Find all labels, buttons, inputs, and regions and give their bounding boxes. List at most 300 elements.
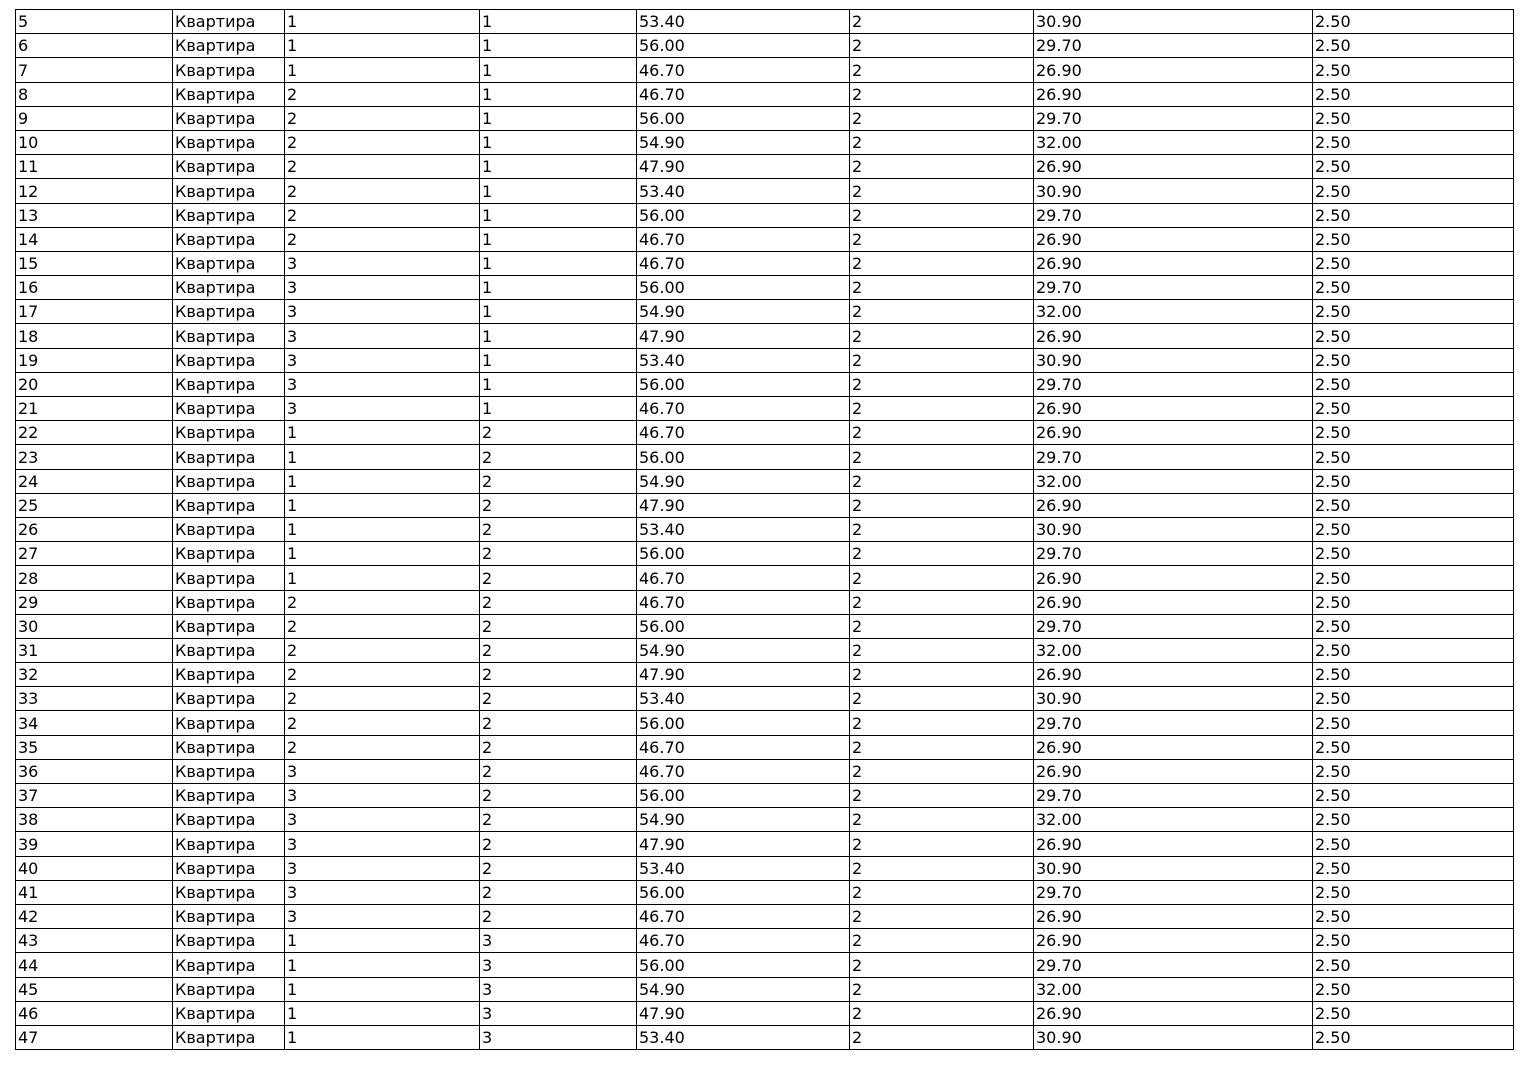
table-body: [16, 10, 1514, 1050]
cell-number: 26: [16, 517, 173, 541]
cell-section: 1: [285, 566, 480, 590]
table-row: [16, 832, 1514, 856]
cell-ceiling-height: 2.50: [1313, 251, 1514, 275]
cell-type: Квартира: [173, 421, 285, 445]
cell-ceiling-height: 2.50: [1313, 614, 1514, 638]
cell-living-area: 26.90: [1034, 832, 1313, 856]
cell-section: 2: [285, 687, 480, 711]
table-row: [16, 421, 1514, 445]
cell-type: Квартира: [173, 324, 285, 348]
cell-section: 2: [285, 614, 480, 638]
cell-rooms: 2: [850, 155, 1034, 179]
cell-floor: 2: [480, 856, 637, 880]
cell-living-area: 26.90: [1034, 58, 1313, 82]
cell-section: 3: [285, 832, 480, 856]
cell-type: Квартира: [173, 663, 285, 687]
cell-ceiling-height: 2.50: [1313, 203, 1514, 227]
cell-floor: 1: [480, 155, 637, 179]
table-row: [16, 929, 1514, 953]
table-row: [16, 880, 1514, 904]
cell-floor: 2: [480, 784, 637, 808]
cell-floor: 1: [480, 397, 637, 421]
table-row: [16, 276, 1514, 300]
cell-section: 3: [285, 372, 480, 396]
cell-section: 1: [285, 1025, 480, 1049]
cell-floor: 1: [480, 348, 637, 372]
table-row: [16, 542, 1514, 566]
cell-rooms: 2: [850, 300, 1034, 324]
cell-rooms: 2: [850, 856, 1034, 880]
cell-floor: 2: [480, 759, 637, 783]
cell-rooms: 2: [850, 977, 1034, 1001]
cell-total-area: 54.90: [637, 638, 850, 662]
table-row: [16, 1025, 1514, 1049]
cell-ceiling-height: 2.50: [1313, 276, 1514, 300]
cell-total-area: 47.90: [637, 832, 850, 856]
cell-rooms: 2: [850, 735, 1034, 759]
cell-living-area: 29.70: [1034, 614, 1313, 638]
cell-living-area: 29.70: [1034, 542, 1313, 566]
cell-type: Квартира: [173, 227, 285, 251]
cell-ceiling-height: 2.50: [1313, 227, 1514, 251]
cell-rooms: 2: [850, 880, 1034, 904]
cell-rooms: 2: [850, 929, 1034, 953]
cell-number: 16: [16, 276, 173, 300]
cell-ceiling-height: 2.50: [1313, 856, 1514, 880]
data-table: [15, 9, 1514, 1050]
cell-number: 43: [16, 929, 173, 953]
cell-rooms: 2: [850, 663, 1034, 687]
cell-rooms: 2: [850, 130, 1034, 154]
cell-number: 20: [16, 372, 173, 396]
table-row: [16, 58, 1514, 82]
table-row: [16, 179, 1514, 203]
cell-number: 23: [16, 445, 173, 469]
cell-rooms: 2: [850, 953, 1034, 977]
cell-section: 1: [285, 493, 480, 517]
cell-living-area: 30.90: [1034, 856, 1313, 880]
cell-number: 14: [16, 227, 173, 251]
cell-ceiling-height: 2.50: [1313, 929, 1514, 953]
table-row: [16, 977, 1514, 1001]
cell-section: 3: [285, 348, 480, 372]
cell-ceiling-height: 2.50: [1313, 421, 1514, 445]
table-row: [16, 372, 1514, 396]
cell-section: 1: [285, 445, 480, 469]
cell-rooms: 2: [850, 421, 1034, 445]
cell-section: 3: [285, 276, 480, 300]
cell-total-area: 53.40: [637, 1025, 850, 1049]
cell-rooms: 2: [850, 348, 1034, 372]
cell-type: Квартира: [173, 856, 285, 880]
cell-type: Квартира: [173, 179, 285, 203]
cell-ceiling-height: 2.50: [1313, 324, 1514, 348]
cell-living-area: 26.90: [1034, 324, 1313, 348]
cell-number: 34: [16, 711, 173, 735]
cell-number: 17: [16, 300, 173, 324]
cell-section: 1: [285, 34, 480, 58]
cell-ceiling-height: 2.50: [1313, 590, 1514, 614]
cell-ceiling-height: 2.50: [1313, 517, 1514, 541]
cell-ceiling-height: 2.50: [1313, 106, 1514, 130]
cell-ceiling-height: 2.50: [1313, 977, 1514, 1001]
cell-number: 22: [16, 421, 173, 445]
cell-number: 27: [16, 542, 173, 566]
cell-total-area: 47.90: [637, 493, 850, 517]
cell-living-area: 30.90: [1034, 687, 1313, 711]
cell-ceiling-height: 2.50: [1313, 397, 1514, 421]
cell-total-area: 54.90: [637, 130, 850, 154]
cell-living-area: 26.90: [1034, 735, 1313, 759]
cell-living-area: 30.90: [1034, 10, 1313, 34]
cell-rooms: 2: [850, 397, 1034, 421]
table-row: [16, 300, 1514, 324]
cell-number: 29: [16, 590, 173, 614]
table-row: [16, 735, 1514, 759]
cell-total-area: 56.00: [637, 880, 850, 904]
cell-living-area: 32.00: [1034, 808, 1313, 832]
cell-rooms: 2: [850, 203, 1034, 227]
cell-floor: 1: [480, 251, 637, 275]
cell-section: 2: [285, 227, 480, 251]
cell-number: 28: [16, 566, 173, 590]
table-row: [16, 227, 1514, 251]
cell-section: 3: [285, 324, 480, 348]
cell-ceiling-height: 2.50: [1313, 711, 1514, 735]
cell-rooms: 2: [850, 808, 1034, 832]
cell-living-area: 29.70: [1034, 276, 1313, 300]
cell-rooms: 2: [850, 711, 1034, 735]
cell-section: 2: [285, 155, 480, 179]
cell-floor: 1: [480, 324, 637, 348]
cell-rooms: 2: [850, 106, 1034, 130]
cell-section: 2: [285, 711, 480, 735]
cell-total-area: 54.90: [637, 977, 850, 1001]
cell-type: Квартира: [173, 82, 285, 106]
cell-section: 1: [285, 977, 480, 1001]
table-row: [16, 687, 1514, 711]
table-row: [16, 1001, 1514, 1025]
cell-living-area: 26.90: [1034, 566, 1313, 590]
cell-floor: 2: [480, 880, 637, 904]
cell-living-area: 29.70: [1034, 106, 1313, 130]
cell-number: 32: [16, 663, 173, 687]
cell-number: 9: [16, 106, 173, 130]
cell-living-area: 32.00: [1034, 638, 1313, 662]
cell-rooms: 2: [850, 1001, 1034, 1025]
cell-rooms: 2: [850, 445, 1034, 469]
cell-rooms: 2: [850, 179, 1034, 203]
cell-total-area: 47.90: [637, 1001, 850, 1025]
cell-ceiling-height: 2.50: [1313, 130, 1514, 154]
cell-floor: 2: [480, 832, 637, 856]
cell-floor: 1: [480, 10, 637, 34]
cell-total-area: 53.40: [637, 348, 850, 372]
table-row: [16, 82, 1514, 106]
cell-number: 6: [16, 34, 173, 58]
cell-section: 3: [285, 808, 480, 832]
cell-rooms: 2: [850, 614, 1034, 638]
cell-living-area: 26.90: [1034, 251, 1313, 275]
cell-living-area: 29.70: [1034, 445, 1313, 469]
cell-rooms: 2: [850, 82, 1034, 106]
cell-type: Квартира: [173, 614, 285, 638]
cell-number: 46: [16, 1001, 173, 1025]
cell-total-area: 46.70: [637, 421, 850, 445]
table-row: [16, 784, 1514, 808]
cell-section: 3: [285, 784, 480, 808]
cell-ceiling-height: 2.50: [1313, 904, 1514, 928]
cell-floor: 2: [480, 735, 637, 759]
cell-rooms: 2: [850, 493, 1034, 517]
cell-floor: 2: [480, 904, 637, 928]
cell-type: Квартира: [173, 977, 285, 1001]
cell-ceiling-height: 2.50: [1313, 566, 1514, 590]
cell-number: 18: [16, 324, 173, 348]
cell-total-area: 46.70: [637, 929, 850, 953]
cell-living-area: 30.90: [1034, 348, 1313, 372]
cell-total-area: 56.00: [637, 106, 850, 130]
table-row: [16, 348, 1514, 372]
cell-rooms: 2: [850, 372, 1034, 396]
cell-type: Квартира: [173, 638, 285, 662]
table-row: [16, 638, 1514, 662]
table-row: [16, 493, 1514, 517]
cell-living-area: 32.00: [1034, 130, 1313, 154]
cell-living-area: 26.90: [1034, 929, 1313, 953]
cell-floor: 2: [480, 638, 637, 662]
cell-rooms: 2: [850, 251, 1034, 275]
cell-ceiling-height: 2.50: [1313, 10, 1514, 34]
cell-total-area: 56.00: [637, 445, 850, 469]
cell-ceiling-height: 2.50: [1313, 880, 1514, 904]
cell-ceiling-height: 2.50: [1313, 445, 1514, 469]
cell-section: 3: [285, 397, 480, 421]
cell-floor: 1: [480, 179, 637, 203]
cell-number: 25: [16, 493, 173, 517]
cell-number: 8: [16, 82, 173, 106]
table-row: [16, 10, 1514, 34]
cell-ceiling-height: 2.50: [1313, 759, 1514, 783]
cell-ceiling-height: 2.50: [1313, 638, 1514, 662]
cell-ceiling-height: 2.50: [1313, 58, 1514, 82]
cell-section: 1: [285, 542, 480, 566]
cell-floor: 1: [480, 130, 637, 154]
cell-section: 2: [285, 179, 480, 203]
cell-type: Квартира: [173, 493, 285, 517]
cell-type: Квартира: [173, 566, 285, 590]
cell-rooms: 2: [850, 832, 1034, 856]
cell-floor: 2: [480, 542, 637, 566]
cell-total-area: 46.70: [637, 566, 850, 590]
table-row: [16, 711, 1514, 735]
cell-living-area: 30.90: [1034, 179, 1313, 203]
cell-floor: 1: [480, 106, 637, 130]
cell-rooms: 2: [850, 469, 1034, 493]
cell-ceiling-height: 2.50: [1313, 735, 1514, 759]
cell-ceiling-height: 2.50: [1313, 34, 1514, 58]
cell-total-area: 47.90: [637, 663, 850, 687]
cell-rooms: 2: [850, 517, 1034, 541]
cell-floor: 2: [480, 663, 637, 687]
cell-living-area: 26.90: [1034, 227, 1313, 251]
cell-total-area: 47.90: [637, 324, 850, 348]
table-row: [16, 324, 1514, 348]
cell-total-area: 53.40: [637, 10, 850, 34]
cell-floor: 3: [480, 953, 637, 977]
cell-type: Квартира: [173, 735, 285, 759]
cell-living-area: 29.70: [1034, 880, 1313, 904]
cell-number: 19: [16, 348, 173, 372]
cell-living-area: 26.90: [1034, 1001, 1313, 1025]
cell-number: 7: [16, 58, 173, 82]
table-row: [16, 590, 1514, 614]
cell-living-area: 26.90: [1034, 397, 1313, 421]
cell-floor: 3: [480, 929, 637, 953]
cell-type: Квартира: [173, 58, 285, 82]
cell-ceiling-height: 2.50: [1313, 663, 1514, 687]
cell-section: 1: [285, 1001, 480, 1025]
cell-number: 21: [16, 397, 173, 421]
cell-type: Квартира: [173, 203, 285, 227]
cell-floor: 3: [480, 977, 637, 1001]
cell-living-area: 26.90: [1034, 155, 1313, 179]
cell-ceiling-height: 2.50: [1313, 82, 1514, 106]
cell-section: 2: [285, 82, 480, 106]
cell-type: Квартира: [173, 155, 285, 179]
cell-section: 2: [285, 106, 480, 130]
cell-living-area: 32.00: [1034, 469, 1313, 493]
cell-type: Квартира: [173, 34, 285, 58]
cell-floor: 2: [480, 614, 637, 638]
cell-floor: 2: [480, 517, 637, 541]
cell-living-area: 29.70: [1034, 372, 1313, 396]
cell-rooms: 2: [850, 784, 1034, 808]
cell-number: 47: [16, 1025, 173, 1049]
cell-total-area: 56.00: [637, 614, 850, 638]
cell-ceiling-height: 2.50: [1313, 348, 1514, 372]
cell-rooms: 2: [850, 542, 1034, 566]
cell-living-area: 26.90: [1034, 493, 1313, 517]
cell-section: 3: [285, 251, 480, 275]
cell-living-area: 26.90: [1034, 590, 1313, 614]
cell-section: 1: [285, 58, 480, 82]
cell-number: 15: [16, 251, 173, 275]
cell-floor: 3: [480, 1025, 637, 1049]
cell-section: 3: [285, 300, 480, 324]
cell-rooms: 2: [850, 58, 1034, 82]
cell-type: Квартира: [173, 445, 285, 469]
cell-section: 2: [285, 130, 480, 154]
table-row: [16, 34, 1514, 58]
cell-ceiling-height: 2.50: [1313, 832, 1514, 856]
cell-rooms: 2: [850, 638, 1034, 662]
cell-total-area: 56.00: [637, 542, 850, 566]
table-row: [16, 203, 1514, 227]
cell-living-area: 26.90: [1034, 421, 1313, 445]
cell-living-area: 26.90: [1034, 904, 1313, 928]
cell-floor: 1: [480, 82, 637, 106]
cell-number: 41: [16, 880, 173, 904]
cell-ceiling-height: 2.50: [1313, 469, 1514, 493]
cell-section: 1: [285, 10, 480, 34]
cell-number: 37: [16, 784, 173, 808]
cell-floor: 1: [480, 203, 637, 227]
cell-total-area: 46.70: [637, 759, 850, 783]
cell-type: Квартира: [173, 300, 285, 324]
cell-section: 2: [285, 735, 480, 759]
cell-floor: 1: [480, 372, 637, 396]
cell-type: Квартира: [173, 590, 285, 614]
cell-type: Квартира: [173, 711, 285, 735]
cell-floor: 2: [480, 566, 637, 590]
cell-section: 1: [285, 421, 480, 445]
cell-type: Квартира: [173, 542, 285, 566]
table-row: [16, 155, 1514, 179]
cell-section: 1: [285, 469, 480, 493]
table-row: [16, 759, 1514, 783]
cell-number: 45: [16, 977, 173, 1001]
cell-type: Квартира: [173, 10, 285, 34]
table-row: [16, 106, 1514, 130]
cell-total-area: 53.40: [637, 517, 850, 541]
cell-total-area: 56.00: [637, 276, 850, 300]
cell-type: Квартира: [173, 1001, 285, 1025]
cell-rooms: 2: [850, 566, 1034, 590]
cell-rooms: 2: [850, 687, 1034, 711]
cell-type: Квартира: [173, 953, 285, 977]
cell-number: 36: [16, 759, 173, 783]
cell-total-area: 56.00: [637, 711, 850, 735]
cell-section: 3: [285, 856, 480, 880]
cell-section: 1: [285, 517, 480, 541]
cell-ceiling-height: 2.50: [1313, 953, 1514, 977]
cell-type: Квартира: [173, 784, 285, 808]
cell-ceiling-height: 2.50: [1313, 542, 1514, 566]
table-row: [16, 663, 1514, 687]
cell-type: Квартира: [173, 469, 285, 493]
cell-type: Квартира: [173, 348, 285, 372]
cell-ceiling-height: 2.50: [1313, 808, 1514, 832]
cell-type: Квартира: [173, 1025, 285, 1049]
cell-number: 24: [16, 469, 173, 493]
cell-rooms: 2: [850, 10, 1034, 34]
cell-section: 2: [285, 663, 480, 687]
cell-total-area: 46.70: [637, 227, 850, 251]
cell-number: 13: [16, 203, 173, 227]
cell-floor: 2: [480, 469, 637, 493]
cell-ceiling-height: 2.50: [1313, 1025, 1514, 1049]
cell-type: Квартира: [173, 517, 285, 541]
cell-section: 2: [285, 590, 480, 614]
cell-rooms: 2: [850, 324, 1034, 348]
cell-total-area: 46.70: [637, 251, 850, 275]
cell-total-area: 53.40: [637, 179, 850, 203]
cell-total-area: 53.40: [637, 856, 850, 880]
cell-section: 3: [285, 759, 480, 783]
cell-section: 3: [285, 904, 480, 928]
table-row: [16, 517, 1514, 541]
cell-rooms: 2: [850, 1025, 1034, 1049]
cell-living-area: 30.90: [1034, 517, 1313, 541]
cell-ceiling-height: 2.50: [1313, 179, 1514, 203]
table-row: [16, 397, 1514, 421]
cell-section: 1: [285, 929, 480, 953]
cell-living-area: 32.00: [1034, 300, 1313, 324]
cell-living-area: 32.00: [1034, 977, 1313, 1001]
cell-total-area: 46.70: [637, 82, 850, 106]
cell-number: 11: [16, 155, 173, 179]
